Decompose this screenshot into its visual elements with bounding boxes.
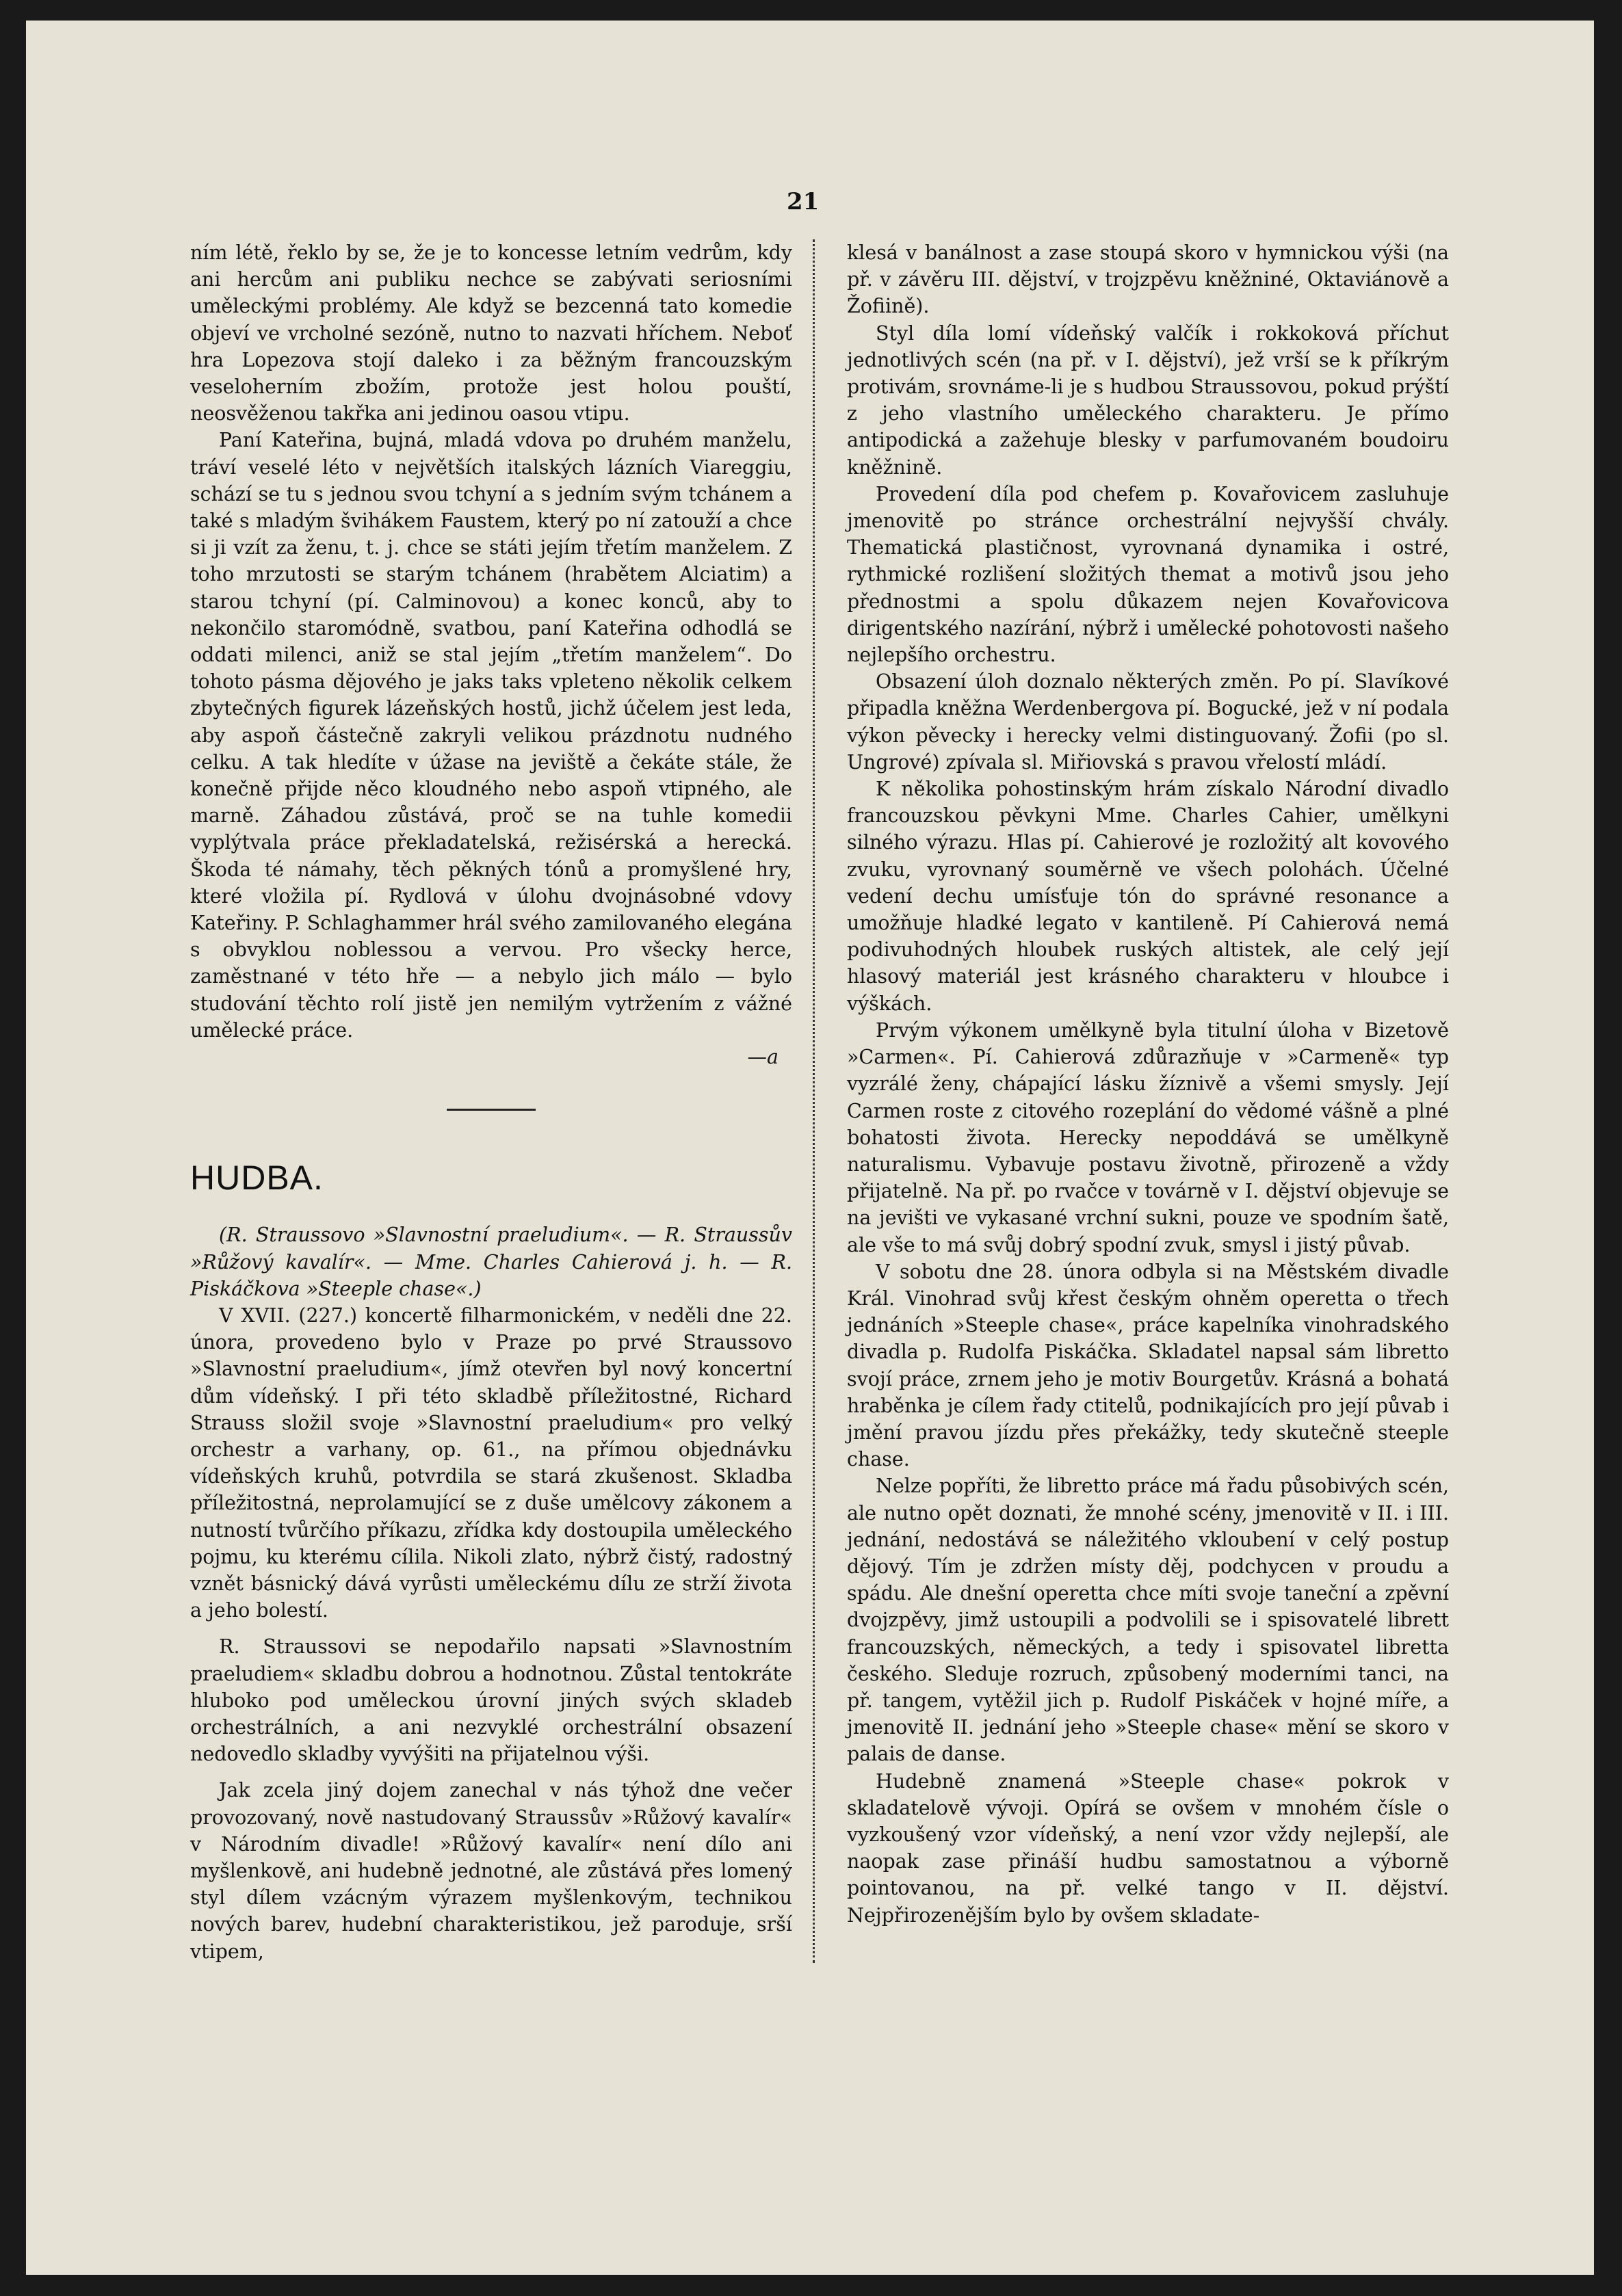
paragraph: Prvým výkonem umělkyně byla titulní úloha v Bizetově »Carmen«. Pí. Cahierová zdůrazňuje v »Carmeně« typ vyzrálé ženy, chápající lásku žíznivě a všemi smysly. Její Carmen roste z citového rozeplání do vědomé vášně a plné bohatosti života. Herecky nepoddává se umělkyně naturalismu. Vybavuje postavu životně, přirozeně a vždy přijatelně. Na př. po rvačce v továrně v I. dějství objevuje se na jevišti ve vykasané vrchní sukni, pouze ve spodním šatě, ale vše to má svůj dobrý spodní zvuk, smysl i jistý půvab. <box>847 1018 1449 1256</box>
paragraph: klesá v banálnost a zase stoupá skoro v hymnickou výši (na př. v závěru III. dějství, v trojzpěvu kněžniné, Oktaviánově a Žofiině). <box>847 241 1449 318</box>
paragraph: K několika pohostinským hrám získalo Národní divadlo francouzskou pěvkyni Mme. Charles Cahier, umělkyni silného výrazu. Hlas pí. Cahierové je rozložitý alt kovového zvuku, vyrovnaný souměrně ve všech polohách. Účelné vedení dechu umísťuje tón do správné resonance a umožňuje hladké legato v kantileně. Pí Cahierová nemá podivuhodných hloubek ruských altistek, ale celý její hlasový materiál jest krásného charakteru v hloubce i výškách. <box>847 778 1449 1015</box>
paragraph: R. Straussovi se nepodařilo napsati »Slavnostním praeludiem« skladbu dobrou a hodnotnou. Zůstal tentokráte hluboko pod uměleckou úrovní jiných svých skladeb orchestrálních, a ani nezvyklé orchestrální obsazení nedovedlo skladby vyvýšiti na přijatelnou výši. <box>190 1635 792 1766</box>
paragraph: V XVII. (227.) koncertě filharmonickém, v neděli dne 22. února, provedeno bylo v Praze po prvé Straussovo »Slavnostní praeludium«, jímž otevřen byl nový koncertní dům vídeňský. I při této skladbě příležitostné, Richard Strauss složil svoje »Slavnostní praeludium« pro velký orchestr a varhany, op. 61., na přímou objednávku vídeňských kruhů, potvrdila se stará zkušenost. Skladba příležitostná, neprolamující se z duše umělcovy zákonem a nutností tvůrčího příkazu, zřídka kdy dostoupila uměleckého pojmu, ku kterému cílila. Nikoli zlato, nýbrž čistý, radostný vznět básnický dává vyrůsti uměleckému dílu ze strží života a jeho bolestí. <box>190 1304 792 1622</box>
paragraph: Nelze popříti, že libretto práce má řadu působivých scén, ale nutno opět doznati, že mnohé scény, jmenovitě v II. i III. jednání, nedostává se náležitého vkloubení v celý postup dějový. Tím je zdržen místy děj, podchycen v proudu a spádu. Ale dnešní operetta chce míti svoje taneční a zpěvní dvojzpěvy, jimž ustoupili a podvolili se i spisovatelé librett francouzských, německých, a tedy i spisovatel libretta českého. Sleduje rozruch, způsobený moderními tanci, na př. tangem, vytěžil jich p. Rudolf Piskáček v hojné míře, a jmenovitě II. jednání jeho »Steeple chase« mění se skoro v palais de danse. <box>847 1475 1449 1766</box>
author-signature: —a <box>747 1046 779 1069</box>
paragraph: Paní Kateřina, bujná, mladá vdova po druhém manželu, tráví veselé léto v největších italských lázních Viareggiu, schází se tu s jednou svou tchyní a s jedním svým tchánem a také s mladým švihákem Faustem, který po ní zatouží a chce si ji vzít za ženu, t. j. chce se státi jejím třetím manželem. Z toho mrzutosti se starým tchánem (hrabětem Alciatim) a starou tchyní (pí. Calminovou) a konec konců, aby to nekončilo staromódně, svatbou, paní Kateřina odhodlá se oddati milenci, aniž se stal jejím „třetím manželem“. Do tohoto pásma dějového je jaks taks vpleteno několik celkem zbytečných figurek lázeňských hostů, jichž účelem jest leda, aby aspoň částečně zakryli velikou prázdnotu nudného celku. A tak hledíte v úžase na jeviště a čekáte stále, že konečně přijde něco kloudného nebo aspoň vtipného, ale marně. Záhadou zůstává, proč se na tuhle komedii vyplýtvala práce překladatelská, režisérská a herecká. Škoda té námahy, těch pěkných tónů a promyšlené hry, které vložila pí. Rydlová v úlohu dvojnásobné vdovy Kateřiny. P. Schlaghammer hrál svého zamilovaného elegána s obvyklou noblessou a vervou. Pro všecky herce, zaměstnané v této hře — a nebylo jich málo — bylo studování těchto rolí jistě jen nemilým vytržením z vážné umělecké práce. <box>190 429 792 1042</box>
paragraph: Styl díla lomí vídeňský valčík i rokkoková příchut jednotlivých scén (na př. v I. dějství), jež vrší se k příkrým protivám, srovnáme-li je s hudbou Straussovou, pokud prýští z jeho vlastního uměleckého charakteru. Je přímo antipodická a zažehuje blesky v parfumovaném boudoiru kněžnině. <box>847 321 1449 479</box>
column-divider <box>813 239 819 1963</box>
paragraph: (R. Straussovo »Slavnostní praeludium«. — R. Straussův »Růžový kavalír«. — Mme. Charles Cahierová j. h. — R. Piskáčkova »Steeple chase«.) <box>190 1224 792 1300</box>
left-column <box>190 239 792 1965</box>
paragraph: Hudebně znamená »Steeple chase« pokrok v skladatelově vývoji. Opírá se ovšem v mnohém čísle o vyzkoušený vzor vídeňský, a není vzor vždy nejlepší, ale naopak zase přináší hudbu samostatnou a výborně pointovanou, na př. velké tango v II. dějství. Nejpřirozenějším bylo by ovšem skladate- <box>847 1769 1449 1927</box>
page-number: 21 <box>787 188 820 215</box>
right-column <box>847 239 1449 1929</box>
section-heading: HUDBA. <box>190 1159 324 1198</box>
paragraph: ním létě, řeklo by se, že je to koncesse letním vedrům, kdy ani hercům ani publiku nechce se zabývati seriosními uměleckými problémy. Ale když se bezcenná tato komedie objeví ve vrcholné sezóně, nutno to nazvati hříchem. Neboť hra Lopezova stojí daleko i za běžným francouzským veseloherním zbožím, protože jest holou pouští, neosvěženou takřka ani jedinou oasou vtipu. <box>190 241 792 425</box>
paragraph: Provedení díla pod chefem p. Kovařovicem zasluhuje jmenovitě po stránce orchestrální nejvyšší chvály. Thematická plastičnost, vyrovnaná dynamika i ostré, rythmické rozlišení složitých themat a motivů jsou jeho přednostmi a spolu důkazem nejen Kovařovicova dirigentského nazírání, nýbrž i umělecké pohotovosti našeho nejlepšího orchestru. <box>847 482 1449 667</box>
paragraph: Obsazení úloh doznalo některých změn. Po pí. Slavíkové připadla kněžna Werdenbergova pí. Bogucké, jež v ní podala výkon pěvecky i herecky velmi distinguovaný. Žofii (po sl. Ungrové) zpívala sl. Miřiovská s pravou vřelostí mládí. <box>847 670 1449 774</box>
page-sheet <box>26 21 1594 2275</box>
paragraph: Jak zcela jiný dojem zanechal v nás týhož dne večer provozovaný, nově nastudovaný Straussův »Růžový kavalír« v Národním divadle! »Růžový kavalír« není dílo ani myšlenkově, ani hudebně jednotné, ale zůstává přes lomený styl dílem vzácným výrazem myšlenkovým, technikou nových barev, hudební charakteristikou, jež paroduje, srší vtipem, <box>190 1779 792 1963</box>
section-divider <box>447 1109 536 1111</box>
paragraph: V sobotu dne 28. února odbyla si na Městském divadle Král. Vinohrad svůj křest českým ohněm operetta o třech jednáních »Steeple chase«, práce kapelníka vinohradského divadla p. Rudolfa Piskáčka. Skladatel napsal sám libretto svojí práce, zrnem jeho je motiv Bourgetův. Krásná a bohatá hraběnka je cílem řady ctitelů, podnikajících pro její půvab i jmění pravou jízdu přes překážky, tedy skutečně steeple chase. <box>847 1260 1449 1471</box>
